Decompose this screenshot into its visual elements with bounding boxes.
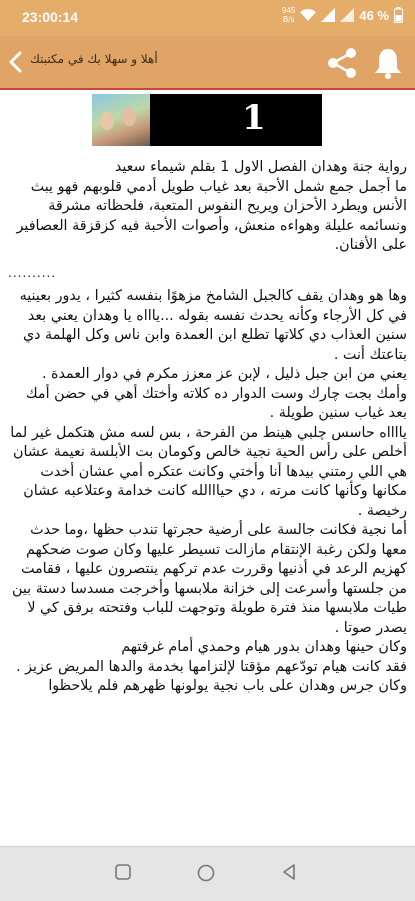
paragraph: أما نجية فكانت جالسة على أرضية حجرتها تندب حظها ،وما حدث معها ولكن رغبة الإنتقام مازالت تسيطر عليها وكان صوت ضحكهم كهزيم الرعد في أذنيها وقررت عدم تركهم ينتصرون عليها ، فقامت من جلستها وأسرعت إلى خزانة ملابسها وأخرجت مسدسا دستة بين طيات ملابسها منذ فترة طويلة وتوجهت للباب وفتحته برفق كي لا يصدر صوتا . — [11, 522, 407, 636]
paragraph: ما أجمل جمع شمل الأحبة بعد غياب طويل أدمي قلوبهم فهو يبث الأنس ويطرد الأحزان ويريح النفوس المتعبة، فلحظاته مشرقة ونسائمه عليلة وهواءه منعش، وأصوات الأحبة فيه كزقزقة العصافير على الأفنان. — [16, 178, 407, 253]
status-bar — [0, 0, 415, 36]
signal-icon — [321, 8, 335, 22]
chapter-text — [8, 158, 407, 697]
wifi-icon — [300, 8, 316, 22]
app-bar — [0, 36, 415, 90]
network-speed-unit: B/s — [282, 15, 295, 24]
network-speed-value: 945 — [282, 6, 296, 15]
paragraph: وها هو وهدان يقف كالجبل الشامخ مزهوًا بنفسه كثيرا ، يدور بعينيه في كل الأرجاء وكأنه يحدث نفسه بقوله ...ياااه يا وهدان يعني بعد سنين العذاب دي كلاتها تطلع ابن العمدة وابن ناس وكل الهلمة دي بتاعتك أنت . — [19, 288, 407, 363]
chapter-number: 1 — [242, 98, 266, 138]
paragraph: وكان حينها وهدان بدور هيام وحمدي أمام غرفتهم — [121, 639, 407, 655]
recent-apps-icon[interactable] — [114, 863, 132, 881]
battery-percent: 46 % — [359, 7, 389, 23]
share-icon[interactable] — [324, 46, 360, 80]
app-bar-title: أهلا و سهلا بك في مكتبتك — [30, 52, 158, 66]
paragraph: فقد كانت هيام تودّعهم مؤقتا لإلتزامها بخدمة والدها المريض عزيز . — [16, 658, 407, 675]
network-speed — [282, 6, 295, 24]
status-icons — [282, 6, 403, 24]
back-triangle-icon[interactable] — [280, 863, 298, 881]
section-separator: .......... — [8, 265, 57, 280]
paragraph: يعني من ابن جبل ذليل ، لإبن عز معزز مكرم في دوار العمدة . — [41, 366, 407, 382]
signal-icon — [340, 8, 354, 22]
system-nav-bar — [0, 846, 415, 901]
paragraph: وأمك بجت چارك وست الدوار ده كلاته وأختك أهي في حضن أمك بعد غياب سنين طويلة . — [25, 385, 407, 421]
home-icon[interactable] — [196, 863, 216, 883]
status-time: 23:00:14 — [22, 9, 79, 25]
battery-icon — [394, 7, 403, 23]
paragraph: يااااه حاسس چلبي هينط من الفرحة ، بس لسه مش هتكمل غير لما أخلص على رأس الحية نجية خالص وكومان بت الأبلسة نعيمة عشان هي اللي رمتني بيدها أنا وأختي وكانت عتكره أمي عشان أخدت مكانها وكأنها كانت مرته ، دي حيااالله كانت خدامة وعتلاعبه عشان رخيصة . — [10, 424, 407, 519]
paragraph: رواية جنة وهدان الفصل الاول 1 بقلم شيماء سعيد — [114, 159, 407, 175]
back-chevron-icon[interactable] — [6, 50, 26, 74]
paragraph: وكان جرس وهدان على باب نجية يولونها ظهرهم فلم يلاحظوا — [48, 678, 407, 694]
chapter-cover-image — [92, 94, 322, 146]
bell-icon[interactable] — [372, 46, 404, 80]
cover-photo — [92, 94, 150, 146]
